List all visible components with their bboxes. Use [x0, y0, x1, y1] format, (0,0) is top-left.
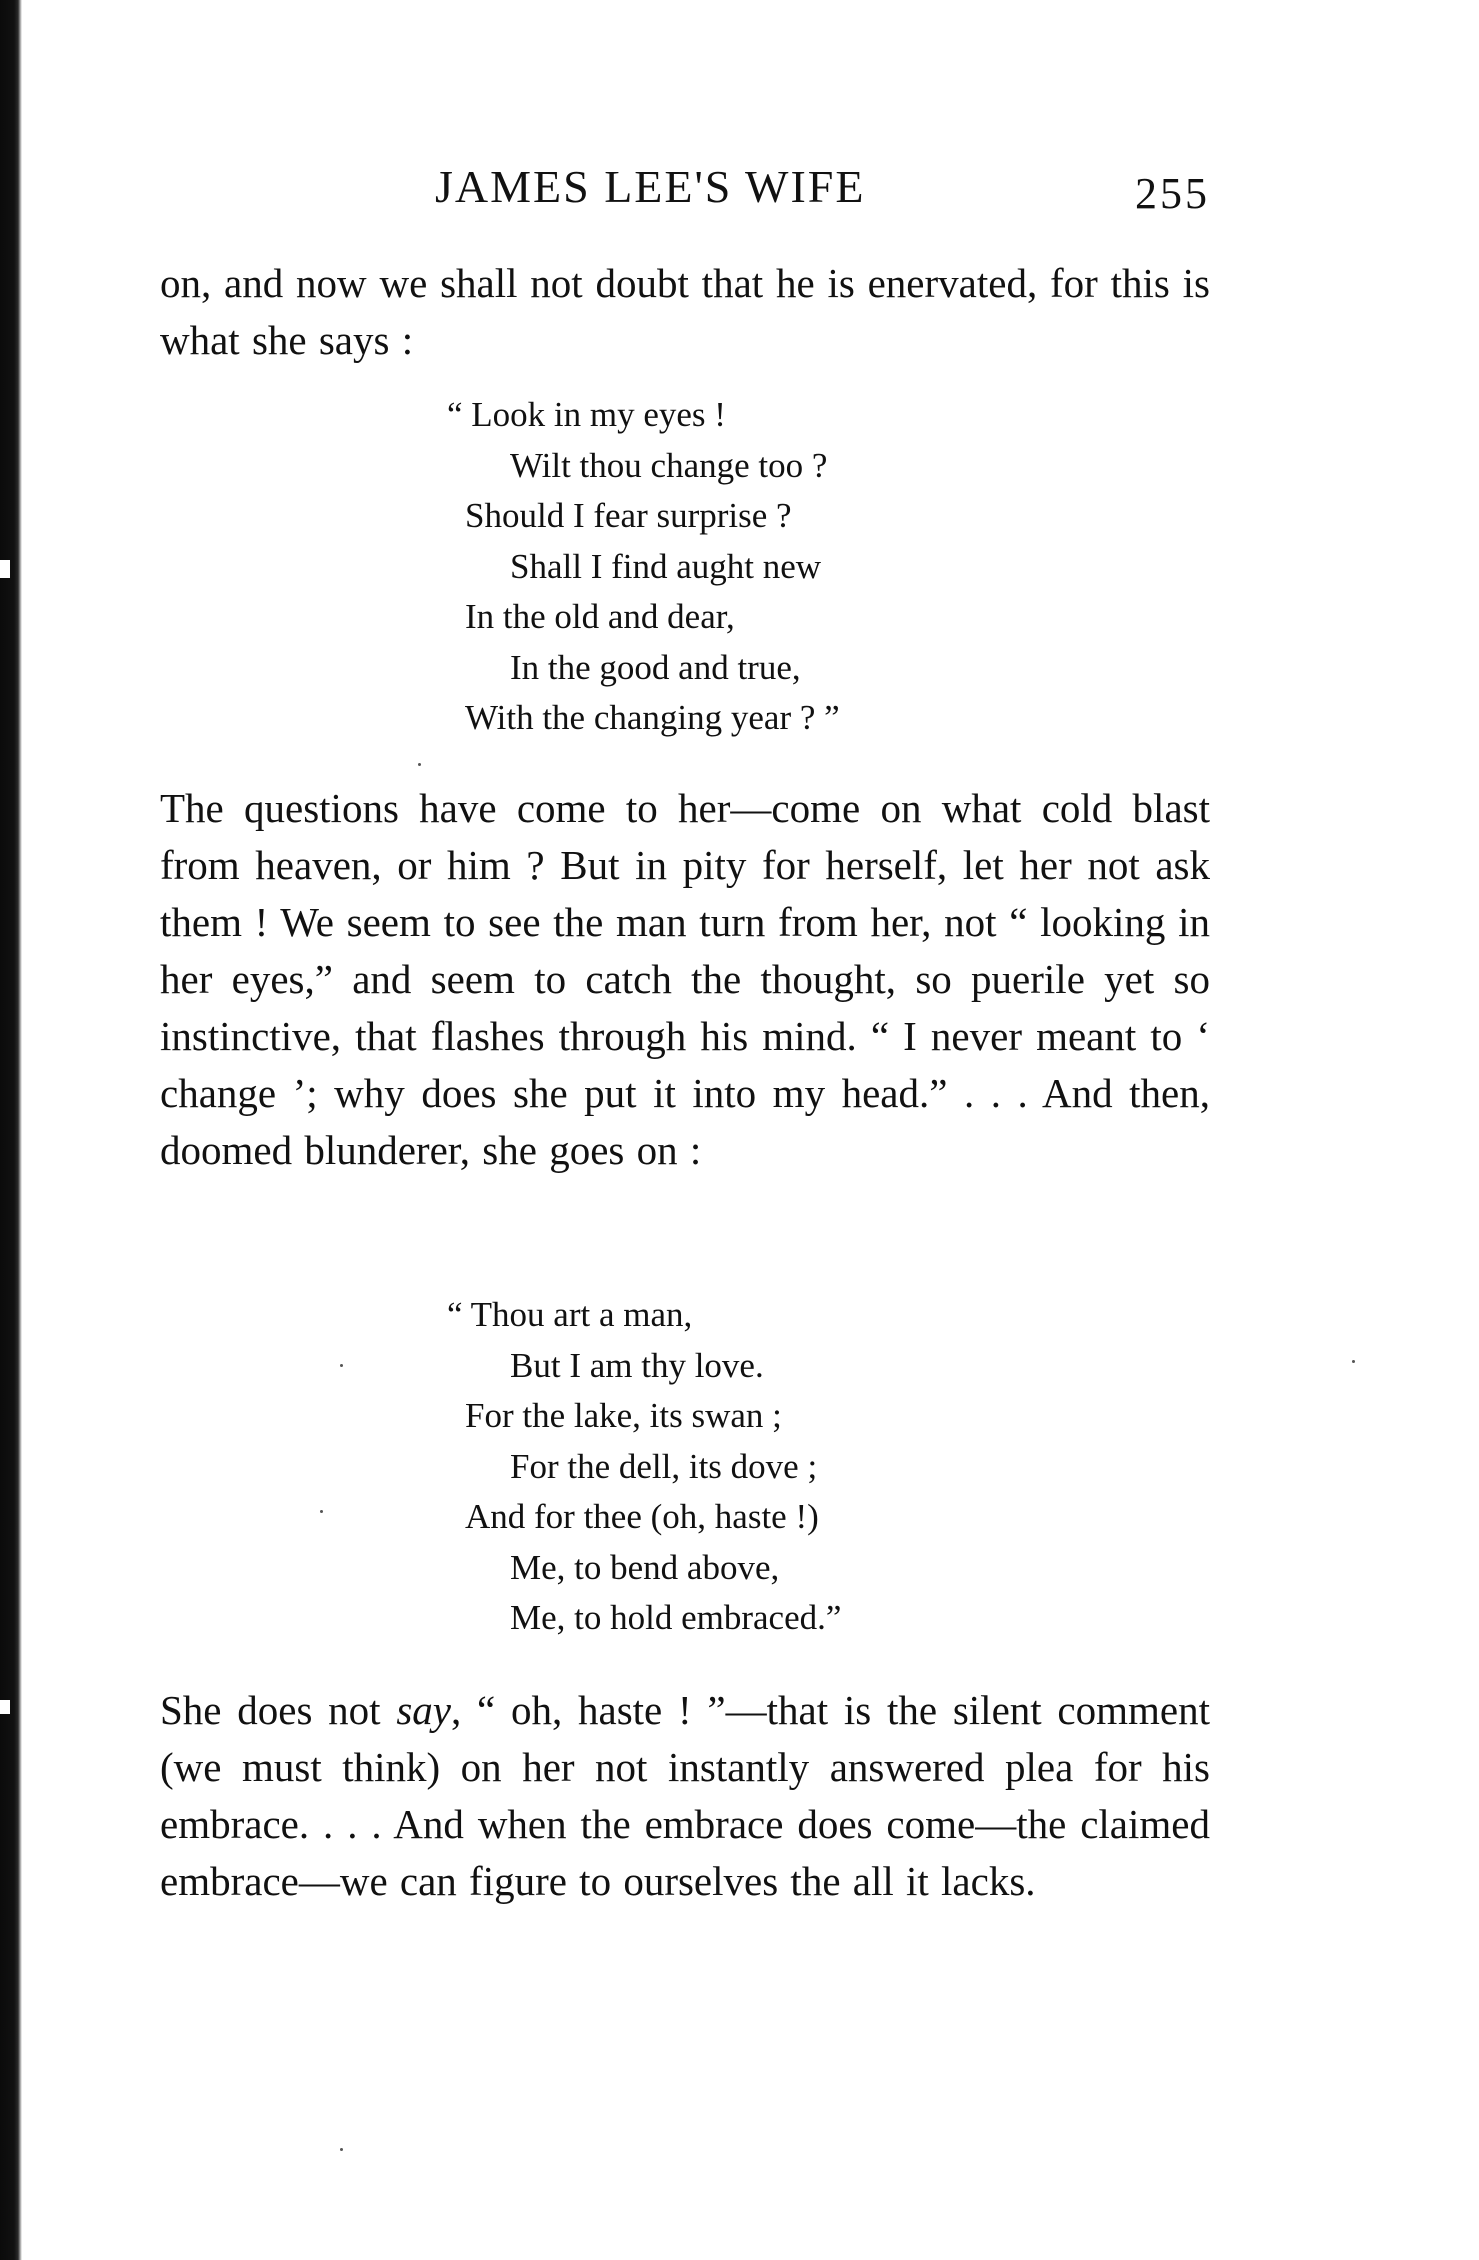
middle-paragraph: [160, 780, 1210, 1179]
poem-line: Should I fear surprise ?: [465, 496, 792, 535]
poem-line: But I am thy love.: [510, 1345, 764, 1385]
paper-speck: [340, 2148, 343, 2151]
paper-speck: [320, 1510, 323, 1513]
poem-line: In the good and true,: [510, 647, 801, 687]
paper-speck: [1352, 1360, 1355, 1363]
paper-speck: [340, 1364, 343, 1367]
running-title: JAMES LEE'S WIFE: [435, 161, 866, 212]
poem-line: “ Look in my eyes !: [447, 395, 726, 434]
binding-edge-gap: [0, 1700, 10, 1714]
poem-line: For the dell, its dove ;: [510, 1446, 818, 1486]
poem-line: For the lake, its swan ;: [465, 1396, 782, 1435]
poem-line: In the old and dear,: [465, 597, 735, 636]
poem-line: And for thee (oh, haste !): [465, 1497, 819, 1536]
text-run: She does not: [160, 1687, 397, 1733]
page-number: 255: [1135, 169, 1210, 218]
paper-speck: [418, 763, 421, 766]
emphasized-word: say: [396, 1687, 451, 1733]
opening-paragraph: [160, 255, 1210, 369]
poem-line: Me, to bend above,: [510, 1547, 780, 1587]
poem-line: Me, to hold embraced.”: [510, 1598, 842, 1637]
text-run: , “ oh, haste ! ”—that is the silent comment (we must think) on her not instantly answered plea for his embrace. . . . And when the embrace does come—the claimed embrace—we can figure to ourselves the all it lacks.: [160, 1687, 1210, 1904]
poem-line: Shall I find aught new: [510, 546, 822, 586]
poem-stanza-1: [447, 390, 840, 744]
poem-line: Wilt thou change too ?: [510, 445, 828, 485]
poem-line: With the changing year ? ”: [465, 698, 840, 737]
paragraph-text: [160, 1682, 1210, 1910]
book-binding-edge: [0, 0, 22, 2260]
paragraph-text: on, and now we shall not doubt that he is enervated, for this is what she says :: [160, 260, 1210, 363]
paragraph-text: The questions have come to her—come on what cold blast from heaven, or him ? But in pity for herself, let her not ask them ! We seem to see the man turn from her, not “ looking in her eyes,” and seem to catch the thought, so puerile yet so instinctive, that flashes through his mind. “ I never meant to ‘ change ’; why does she put it into my head.” . . . And then, doomed blunderer, she goes on :: [160, 785, 1210, 1173]
binding-edge-gap: [0, 560, 10, 578]
running-head: [160, 160, 1210, 220]
poem-line: “ Thou art a man,: [447, 1295, 693, 1334]
poem-stanza-2: [447, 1290, 842, 1644]
closing-paragraph: [160, 1682, 1210, 1910]
